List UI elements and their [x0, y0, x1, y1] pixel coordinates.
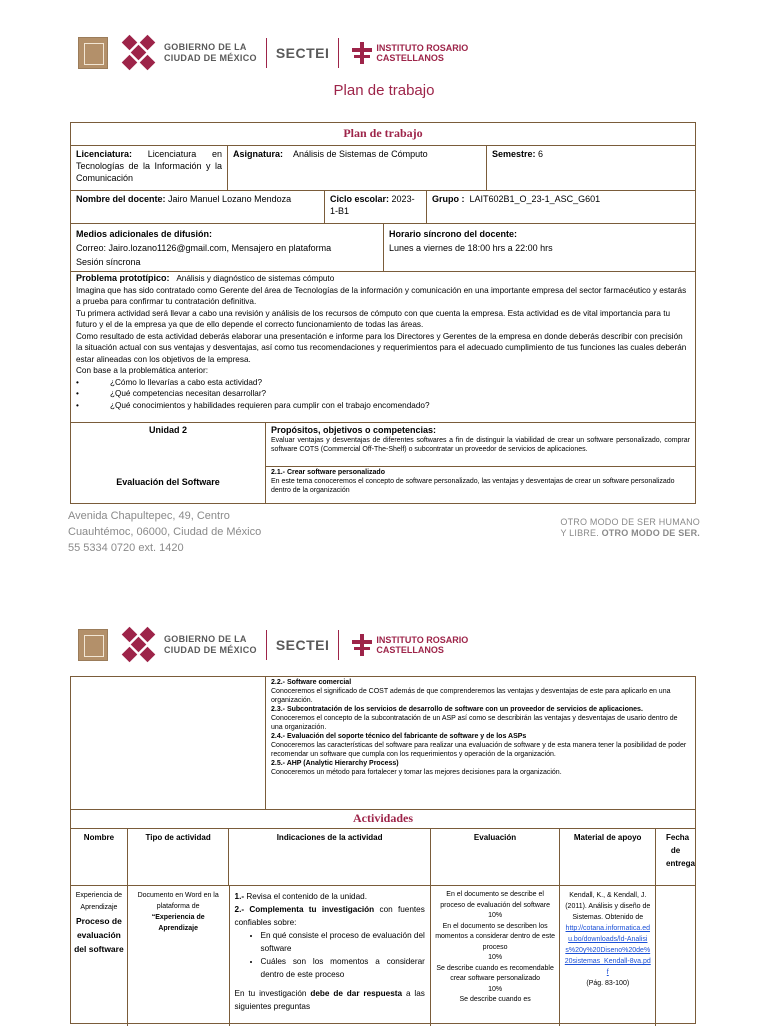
activities-title-row [71, 808, 695, 828]
column-header: Tipo de actividad [127, 829, 229, 885]
footer-address: Avenida Chapultepec, 49, Centro Cuauhtémoc, 06000, Ciudad de México 55 5334 0720 ext. 1420 [68, 510, 262, 554]
sectei-wordmark: SECTEI [275, 637, 330, 653]
topics-cell: 2.2.- Software comercial Conoceremos el significado de COST además de que comprenderemos las ventajas y desventajas de este para aplicarlo en una organización. 2.3.- Subcontratación de los servicios de desarrollo de software con un proveedor de servicios de aplicaciones. Conoceremos el concepto de la subcontratación de un ASP así como se describirán las ventajas y desventajas de usario dentro de una organización. 2.4.- Evaluación del soporte técnico del fabricante de software y de los ASPs Conoceremos las características del software para realizar una evaluación de software y de esta manera tener la posibilidad de poder recomendar un software que cumpla con los requerimientos y operación de la organización. 2.5.- AHP (Analytic Hierarchy Process) Conoceremos un método para fortalecer y tomar las mejores decisiones para la organización. [265, 677, 695, 809]
problema-paragraph: Tu primera actividad será llevar a cabo una revisión y análisis de los recursos de cómputo con que cuenta la empresa. Esta actividad es de vital importancia para tu futuro y el de la empresa ya que de ello depende el correcto funcionamiento de todas las áreas. [76, 308, 671, 329]
government-seal-icon [78, 629, 108, 661]
topics-continuation-table [70, 676, 696, 810]
header-divider [338, 38, 339, 68]
asignatura-cell: Asignatura: Análisis de Sistemas de Cómputo [227, 146, 486, 190]
page-title: Plan de trabajo [333, 82, 435, 99]
horario-cell: Horario síncrono del docente: Lunes a viernes de 18:00 hrs a 22:00 hrs [383, 224, 695, 271]
evaluacion-software-label: Evaluación del Software [116, 477, 220, 487]
table-row [71, 422, 695, 503]
activities-table [70, 808, 696, 1024]
government-seal-icon [78, 37, 108, 69]
activity-row [71, 885, 695, 1026]
column-header: Evaluación [430, 829, 560, 885]
activities-header-row [71, 828, 695, 885]
material-cell: Kendall, K., & Kendall, J. (2011). Análisis y diseño de Sistemas. Obtenido de http://cotana.informatica.edu.bo/downloads/ld-Analisis%20y%20Diseno%20de%20sistemas_Kendall-8va.pdf (Pág. 83-100) [559, 886, 655, 1026]
material-link[interactable]: http://cotana.informatica.edu.bo/downloads/ld-Analisis%20y%20Diseno%20de%20sistemas_Kendall-8va.pdf [564, 925, 651, 976]
document-page-2 [0, 600, 768, 1024]
table-row [71, 145, 695, 190]
gobierno-cdmx-wordmark: GOBIERNO DE LA CIUDAD DE MÉXICO [164, 634, 257, 655]
list-item: • En qué consiste el proceso de evaluación del software [261, 929, 425, 955]
gobierno-cdmx-wordmark: GOBIERNO DE LA CIUDAD DE MÉXICO [164, 42, 257, 63]
problema-paragraph: Con base a la problemática anterior: [76, 366, 208, 375]
grupo-cell: Grupo : LAIT602B1_O_23-1_ASC_G601 [426, 191, 695, 223]
medios-cell: Medios adicionales de difusión: Correo: Jairo.lozano1126@gmail.com, Mensajero en plataforma Sesión síncrona [76, 229, 332, 267]
table-row [71, 223, 695, 271]
institution-header [78, 28, 468, 78]
instituto-wordmark: INSTITUTO ROSARIO CASTELLANOS [376, 635, 469, 655]
footer-slogan: OTRO MODO DE SER HUMANO Y LIBRE. OTRO MODO DE SER. [560, 517, 700, 538]
institution-header [78, 620, 468, 670]
evaluacion-cell: En el documento se describe el proceso de evaluación del software 10% En el documento se describen los momentos a considerar dentro de este proceso 10% Se describe cuando es recomendable crear software personalizado 10% Se describe cuando es [430, 886, 560, 1026]
semestre-cell: Semestre: 6 [486, 146, 695, 190]
cdmx-logo-icon [120, 625, 158, 665]
empty-cell [71, 677, 265, 809]
header-divider [338, 630, 339, 660]
list-item: • ¿Qué conocimientos y habilidades requieren para cumplir con el trabajo encomendado? [76, 400, 430, 410]
list-item: • Cuáles son los momentos a considerar dentro de este proceso [261, 955, 425, 981]
cdmx-logo-icon [120, 33, 158, 73]
table-title-row [71, 123, 695, 145]
docente-cell: Nombre del docente: Jairo Manuel Lozano Mendoza [76, 194, 292, 204]
column-header: Fecha de entrega [655, 829, 695, 885]
column-header: Nombre [83, 833, 115, 842]
list-item: • ¿Cómo lo llevarías a cabo esta actividad? [76, 377, 263, 387]
institute-logo-icon [352, 634, 372, 656]
fecha-cell [655, 886, 695, 1026]
problema-cell: Problema prototípico: Análisis y diagnóstico de sistemas cómputo Imagina que has sido contratado como Gerente del área de Tecnologías de la información y comunicación en una importante empresa del sector farmacéutico y estarás a prueba para confirmar tu contratación definitiva. Tu primera actividad será llevar a cabo una revisión y análisis de los recursos de cómputo con que cuenta la empresa. Esta actividad es de vital importancia para tu futuro y el de la empresa ya que de ello depende el correcto funcionamiento de todas las áreas. Como resultado de esta actividad deberás elaborar una presentación e informe para los Directores y Gerentes de la empresa en donde deberás describir con precisión la situación actual con sus ventajas y desventajas, así como tus recomendaciones y requerimientos para el adecuado cumplimiento de tus funciones las cuales deberán estar alineadas con los objetivos de la empresa. Con base a la problemática anterior: • ¿Cómo lo llevarías a cabo esta actividad? • ¿Qué competencias necesitan desarrollar? • ¿Qué conocimientos y habilidades requieren para cumplir con el trabajo encomendado? [71, 272, 695, 422]
instituto-wordmark: INSTITUTO ROSARIO CASTELLANOS [376, 43, 469, 63]
column-header: Material de apoyo [559, 829, 655, 885]
institute-logo-icon [352, 42, 372, 64]
table-row [71, 190, 695, 223]
header-divider [266, 630, 267, 660]
table-row [71, 677, 695, 809]
header-divider [266, 38, 267, 68]
list-item: • ¿Qué competencias necesitan desarrollar? [76, 389, 267, 398]
propositos-cell: Propósitos, objetivos o competencias: Evaluar ventajas y desventajas de diferentes softwares a fin de distinguir la viabilidad de crear un software personalizado, comprar software COTS (Commercial Off-The-Shelf) o subcontratar un proveedor de servicios de aplicaciones. 2.1.- Crear software personalizado En este tema conoceremos el concepto de software personalizado, las ventajas y desventajas de crear un software personalizado dentro de la organización [265, 423, 695, 503]
plan-table [70, 122, 696, 504]
ciclo-cell: Ciclo escolar: 2023-1-B1 [324, 191, 426, 223]
table-row [71, 271, 695, 422]
unidad-label: Unidad 2 [148, 425, 187, 435]
problema-paragraph: Como resultado de esta actividad deberás elaborar una presentación e informe para los Directores y Gerentes de la empresa en donde deberás describir con precisión la situación actual con sus ventajas y desventajas, así como tus recomendaciones y requerimientos para el adecuado cumplimiento de tus funciones las cuales deberán estar alineadas con los objetivos de la empresa. [76, 331, 687, 364]
tipo-cell: Documento en Word en la plataforma de “Experiencia de Aprendizaje [127, 886, 229, 1026]
nombre-cell: Experiencia de Aprendizaje Proceso de evaluación del software [74, 892, 124, 954]
licenciatura-cell: Licenciatura: Licenciatura en Tecnologías de la Información y la Comunicación [76, 149, 222, 183]
activities-title: Actividades [353, 811, 413, 825]
sectei-wordmark: SECTEI [275, 45, 330, 61]
unidad-cell [71, 423, 265, 503]
indicaciones-cell: 1.- Revisa el contenido de la unidad. 2.- Complementa tu investigación con fuentes confiables sobre: • En qué consiste el proceso de evaluación del software • Cuáles son los momentos a considerar dentro de este proceso En tu investigación debe de dar respuesta a las siguientes preguntas [229, 886, 430, 1026]
table-title: Plan de trabajo [343, 126, 423, 140]
problema-paragraph: Imagina que has sido contratado como Gerente del área de Tecnologías de la información y comunicación en una importante empresa del sector farmacéutico y estarás a prueba para confirmar tu contratación definitiva. [76, 285, 687, 306]
page-gap [0, 568, 768, 600]
column-header: Indicaciones de la actividad [228, 829, 429, 885]
